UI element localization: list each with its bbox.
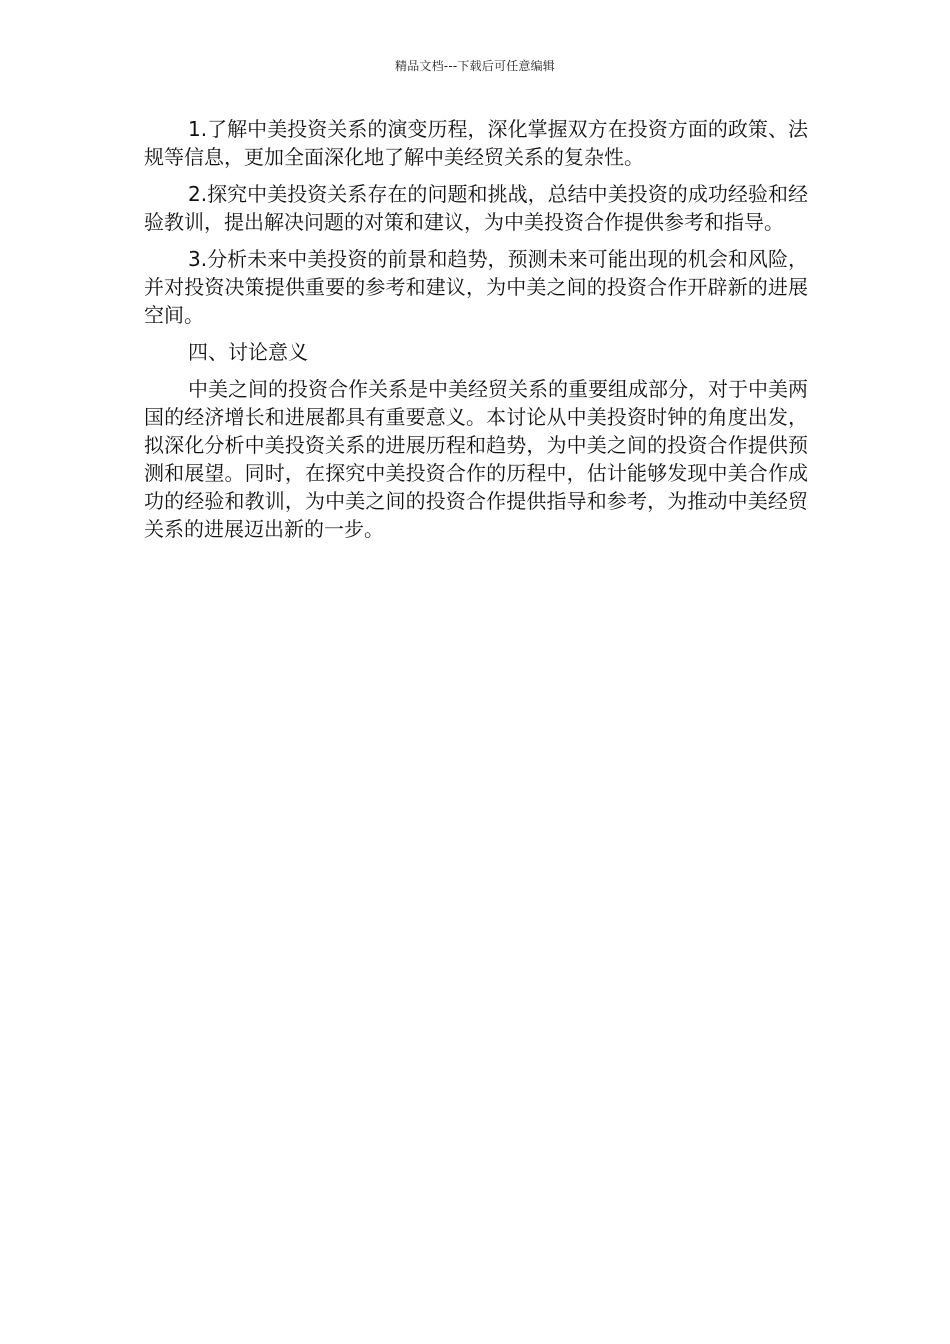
paragraph-goal-1: 1.了解中美投资关系的演变历程，深化掌握双方在投资方面的政策、法规等信息，更加全面深化地了解中美经贸关系的复杂性。 — [144, 117, 808, 169]
paragraph-significance: 中美之间的投资合作关系是中美经贸关系的重要组成部分，对于中美两国的经济增长和进展都具有重要意义。本讨论从中美投资时钟的角度出发，拟深化分析中美投资关系的进展历程和趋势，为中美之间的投资合作提供预测和展望。同时，在探究中美投资合作的历程中，估计能够发现中美合作成功的经验和教训，为中美之间的投资合作提供指导和参考，为推动中美经贸关系的进展迈出新的一步。 — [144, 377, 808, 541]
section-heading-significance: 四、讨论意义 — [188, 340, 308, 364]
page-header: 精品文档---下载后可任意编辑 — [395, 59, 555, 73]
paragraph-goal-3: 3.分析未来中美投资的前景和趋势，预测未来可能出现的机会和风险，并对投资决策提供重要的参考和建议，为中美之间的投资合作开辟新的进展空间。 — [144, 247, 808, 327]
paragraph-goal-2: 2.探究中美投资关系存在的问题和挑战，总结中美投资的成功经验和经验教训，提出解决问题的对策和建议，为中美投资合作提供参考和指导。 — [144, 182, 808, 234]
document-body — [144, 115, 808, 552]
